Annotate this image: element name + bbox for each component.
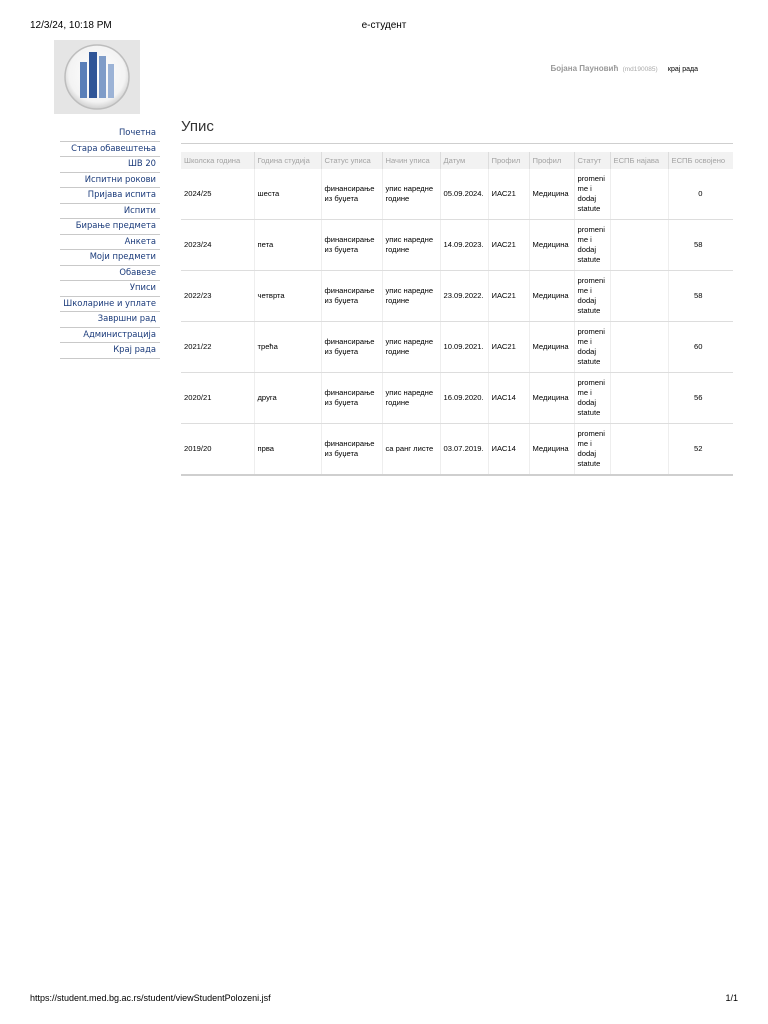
ects-earned-cell: 56 <box>668 373 733 424</box>
profile-name-cell: Медицина <box>529 220 574 271</box>
column-header[interactable]: ЕСПБ освојено <box>668 152 733 169</box>
sidebar-item-survey[interactable]: Анкета <box>60 235 160 251</box>
enrollment-method-cell: са ранг листе <box>382 424 440 476</box>
column-header[interactable]: Датум <box>440 152 488 169</box>
print-page-number: 1/1 <box>725 993 738 1003</box>
column-header[interactable]: Профил <box>529 152 574 169</box>
enrollment-method-cell: упис наредне године <box>382 271 440 322</box>
statute-cell: promeni me i dodaj statute <box>574 220 610 271</box>
sidebar-item-shv20[interactable]: ШВ 20 <box>60 157 160 173</box>
statute-cell: promeni me i dodaj statute <box>574 271 610 322</box>
column-header[interactable]: Школска година <box>181 152 254 169</box>
table-row <box>181 220 733 271</box>
column-header[interactable]: Година студија <box>254 152 321 169</box>
print-footer <box>30 993 738 1007</box>
profile-code-cell: ИАС14 <box>488 373 529 424</box>
profile-name-cell: Медицина <box>529 271 574 322</box>
statute-cell: promeni me i dodaj statute <box>574 424 610 476</box>
ects-earned-cell: 58 <box>668 271 733 322</box>
ects-announced-cell <box>610 220 668 271</box>
logout-link[interactable]: крај рада <box>667 66 698 73</box>
enrollment-status-cell: финансирање из буџета <box>321 169 382 220</box>
date-cell: 14.09.2023. <box>440 220 488 271</box>
enrollment-method-cell: упис наредне године <box>382 322 440 373</box>
table-row <box>181 271 733 322</box>
school-year-cell: 2020/21 <box>181 373 254 424</box>
ects-announced-cell <box>610 169 668 220</box>
user-name: Бојана Пауновић <box>550 64 619 73</box>
table-row <box>181 322 733 373</box>
ects-earned-cell: 0 <box>668 169 733 220</box>
study-year-cell: трећа <box>254 322 321 373</box>
table-header-row <box>181 152 733 169</box>
enrollment-table <box>181 152 733 476</box>
sidebar-item-exams[interactable]: Испити <box>60 204 160 220</box>
enrollment-method-cell: упис наредне године <box>382 373 440 424</box>
study-year-cell: шеста <box>254 169 321 220</box>
statute-cell: promeni me i dodaj statute <box>574 169 610 220</box>
sidebar-item-thesis[interactable]: Завршни рад <box>60 312 160 328</box>
ects-announced-cell <box>610 424 668 476</box>
school-year-cell: 2019/20 <box>181 424 254 476</box>
school-year-cell: 2022/23 <box>181 271 254 322</box>
enrollment-status-cell: финансирање из буџета <box>321 220 382 271</box>
sidebar-item-exam-periods[interactable]: Испитни рокови <box>60 173 160 189</box>
date-cell: 16.09.2020. <box>440 373 488 424</box>
sidebar-item-old-notices[interactable]: Стара обавештења <box>60 142 160 158</box>
ects-earned-cell: 60 <box>668 322 733 373</box>
table-row <box>181 424 733 476</box>
ects-earned-cell: 52 <box>668 424 733 476</box>
enrollment-status-cell: финансирање из буџета <box>321 424 382 476</box>
school-year-cell: 2024/25 <box>181 169 254 220</box>
study-year-cell: друга <box>254 373 321 424</box>
date-cell: 10.09.2021. <box>440 322 488 373</box>
enrollment-table-container <box>181 152 733 476</box>
study-year-cell: пета <box>254 220 321 271</box>
date-cell: 23.09.2022. <box>440 271 488 322</box>
sidebar-item-tuition[interactable]: Школарине и уплате <box>60 297 160 313</box>
title-divider <box>181 143 733 144</box>
date-cell: 03.07.2019. <box>440 424 488 476</box>
sidebar-item-exam-registration[interactable]: Пријава испита <box>60 188 160 204</box>
sidebar-nav <box>60 126 160 359</box>
enrollment-method-cell: упис наредне године <box>382 220 440 271</box>
column-header[interactable]: Статут <box>574 152 610 169</box>
school-year-cell: 2021/22 <box>181 322 254 373</box>
sidebar-item-enrollments[interactable]: Уписи <box>60 281 160 297</box>
ects-announced-cell <box>610 322 668 373</box>
date-cell: 05.09.2024. <box>440 169 488 220</box>
print-header <box>30 20 738 34</box>
statute-cell: promeni me i dodaj statute <box>574 322 610 373</box>
profile-code-cell: ИАС21 <box>488 271 529 322</box>
print-timestamp: 12/3/24, 10:18 PM <box>30 20 112 31</box>
table-row <box>181 169 733 220</box>
column-header[interactable]: Профил <box>488 152 529 169</box>
study-year-cell: четврта <box>254 271 321 322</box>
enrollment-method-cell: упис наредне године <box>382 169 440 220</box>
sidebar-item-course-selection[interactable]: Бирање предмета <box>60 219 160 235</box>
ects-announced-cell <box>610 271 668 322</box>
user-id: (md190085) <box>622 66 658 73</box>
sidebar-item-administration[interactable]: Администрација <box>60 328 160 344</box>
profile-code-cell: ИАС21 <box>488 322 529 373</box>
print-url: https://student.med.bg.ac.rs/student/viewStudentPolozeni.jsf <box>30 993 271 1003</box>
sidebar-item-obligations[interactable]: Обавезе <box>60 266 160 282</box>
profile-code-cell: ИАС14 <box>488 424 529 476</box>
ects-earned-cell: 58 <box>668 220 733 271</box>
enrollment-status-cell: финансирање из буџета <box>321 373 382 424</box>
profile-name-cell: Медицина <box>529 169 574 220</box>
enrollment-status-cell: финансирање из буџета <box>321 271 382 322</box>
ects-announced-cell <box>610 373 668 424</box>
page-title: Упис <box>181 118 214 135</box>
sidebar-item-my-courses[interactable]: Моји предмети <box>60 250 160 266</box>
statute-cell: promeni me i dodaj statute <box>574 373 610 424</box>
column-header[interactable]: ЕСПБ најава <box>610 152 668 169</box>
column-header[interactable]: Статус уписа <box>321 152 382 169</box>
profile-name-cell: Медицина <box>529 322 574 373</box>
profile-name-cell: Медицина <box>529 424 574 476</box>
profile-code-cell: ИАС21 <box>488 169 529 220</box>
profile-code-cell: ИАС21 <box>488 220 529 271</box>
enrollment-status-cell: финансирање из буџета <box>321 322 382 373</box>
column-header[interactable]: Начин уписа <box>382 152 440 169</box>
table-row <box>181 373 733 424</box>
school-year-cell: 2023/24 <box>181 220 254 271</box>
profile-name-cell: Медицина <box>529 373 574 424</box>
sidebar-item-home[interactable]: Почетна <box>60 126 160 142</box>
university-logo[interactable] <box>54 40 140 114</box>
study-year-cell: прва <box>254 424 321 476</box>
print-title: е-студент <box>361 20 407 31</box>
user-info <box>550 64 698 73</box>
sidebar-item-logout[interactable]: Крај рада <box>60 343 160 359</box>
